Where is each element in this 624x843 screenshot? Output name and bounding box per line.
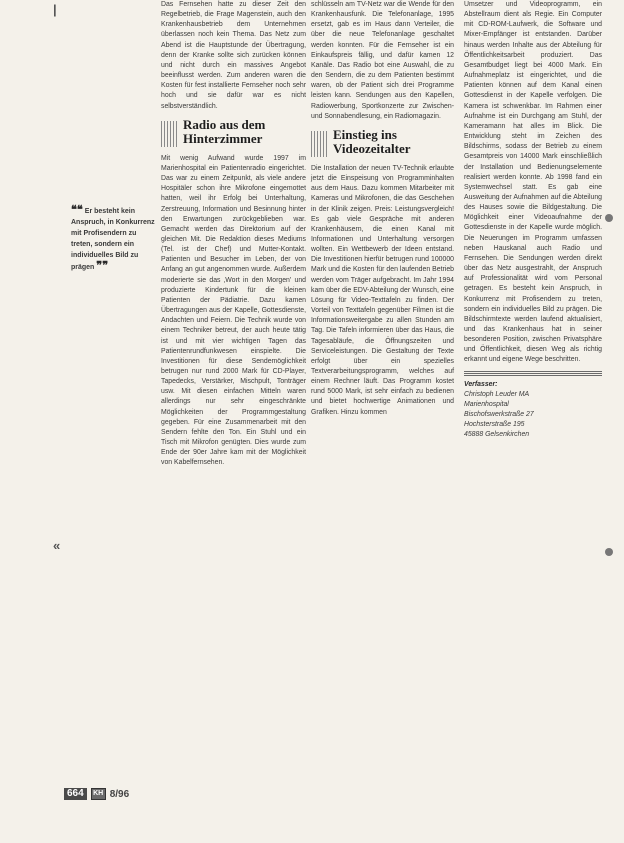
quote-close-mark: ❞❞ (96, 260, 109, 272)
margin-mark-middle: « (53, 538, 61, 553)
margin-mark-right-upper (605, 214, 613, 222)
author-line: Hochsterstraße 195 (464, 421, 525, 429)
article-column-1 (161, 0, 306, 469)
author-line: 45888 Gelsenkirchen (464, 431, 530, 439)
margin-mark-right-lower (605, 548, 613, 556)
author-line: Christoph Leuder MA (464, 390, 530, 398)
col1-body-paragraph: Mit wenig Aufwand wurde 1997 im Marienhospital ein Patientenradio eingerichtet. Das war zu einem Zeitpunkt, als viele andere Hospitäler schon ihre Mikrofone eingemottet hatten, weil ihr Erfolg bei Unterhaltung, Zerstreuung, Information und Besinnung hinter den Erwartungen zurückgeblieben war. Gemacht werden das Direktorium auf der gleichen Mit. Die Redaktion dieses Mediums (Tel. ist der Chef) und Mutter-Kontakt. Patienten und Besucher im Leben, der von Anfang an gut angenommen wurde. Außerdem moderierte sie das ‚Wort in den Morgen' und produzierte Kindertunk für die kleinen Patienten der Pädiatrie. Dazu kamen Übertragungen aus der Kapelle, Gottesdienste, Andachten und Feiern. Die Technik wurde von einem Techniker betreut, der auch heute tätig ist und mit vier wichtigen Tagen das Patientenrundfunkwesen einspielte. Die Investitionen für diese Sendemöglichkeit betrugen nur rund 2000 Mark für CD-Player, Tapedecks, Verstärker, Mischpult, Tonträger usw. Mit diesen einfachen Mitteln waren allerdings nur sehr eingeschränkte Möglichkeiten der Programmgestaltung gegeben. Für eine Zusammenarbeit mit den Sendern fehlte den Ton. Ein Stuhl und ein Tisch mit Mikrofon genügten. Dies wurde zum Ende der 90er Jahre kam mit der Möglichkeit von Kabelfernsehen. (161, 154, 306, 467)
issue-number: 8/96 (109, 788, 130, 800)
article-column-2 (311, 0, 454, 418)
col2-intro-paragraph: schlüsseln am TV-Netz war die Wende für den Krankenhausfunk. Die Telefonanlage, 1995 ersetzt, gab es im Haus dann Verteiler, die über die neue Telefonanlage geschaltet werden konnten. Für die Fernseher ist ein Einkaufspreis fällig, und dafür kamen 12 Kanäle. Das Radio bot eine Auswahl, die zu den Sendern, die zu dem Patienten bestimmt waren, ob der Patient sich drei Programme leisten kann. Sendungen aus den Kapellen, Radiowerbung, Sportkonzerte zur Zwischen- und Sonnabendlesung, ein Radiomagazin. (311, 1, 454, 120)
col2-body-paragraph: Die Installation der neuen TV-Technik erlaubte jetzt die Einspeisung von Programminhalten aus dem Haus. Dazu kommen Mitarbeiter mit Kameras und Mikrofonen, die das Geschehen in der Klinik zeigen. Preis: Leistungsvergleich! Es gab viele Gespräche mit anderen Krankenhäusern, die einen Kanal mit Informationen und Unterhaltung versorgen wollten. Ein Wettbewerb der Ideen entstand. Die Investitionen hierfür betrugen rund 100000 Mark und die Kosten für den laufenden Betrieb werden vom Träger aufgebracht. Im Jahr 1994 kam über die EDV-Abteilung der Wunsch, eine Lösung für Video-Texttafeln zu finden. Der Vorteil von Texttafeln gegenüber Filmen ist die Informationsweitergabe zu allen Stunden am Tag. Die Tafeln informieren über das Haus, die Tagesabläufe, die Öffnungszeiten und Serviceleistungen. Die Gestaltung der Texte erfolgt über ein spezielles Textverarbeitungsprogramm, welches auf einem Rechner läuft. Das Programm kostet rund 5000 Mark, ist sehr einfach zu bedienen und bietet hochwertige Animationen und Grafiken. Hinzu kommen (311, 164, 454, 416)
author-label: Verfasser: (464, 380, 498, 388)
article-column-3 (464, 0, 602, 441)
author-line: Marienhospital (464, 400, 509, 408)
author-line: Bischofswerkstraße 27 (464, 411, 534, 419)
magazine-logo-icon: KH (91, 788, 106, 800)
author-box (464, 380, 602, 441)
col1-intro-paragraph: Das Fernsehen hatte zu dieser Zeit den Regelbetrieb, die Frage Magenstein, auch den Krankenhausbetrieb dem Unternehmen überlassen noch kein Thema. Das Netz zum Abend ist die Hauptstunde der Übertragung, denn der Kranke sollte sich zurücken können und nicht durch ein massives Angebot beeinflusst werden. Zum anderen waren die Kosten für fest installierte Fernseher noch sehr hoch und sie dafür war es nicht selbstverständlich. (161, 1, 306, 110)
section-heading-video (311, 128, 454, 156)
heading-stripes-icon (311, 131, 327, 157)
pull-quote (71, 205, 155, 273)
author-box-rule (464, 371, 602, 376)
quote-open-mark: ❝❝ (71, 204, 83, 216)
page-number: 664 (64, 788, 87, 800)
section-heading-radio (161, 118, 306, 146)
pull-quote-text: Er besteht kein Anspruch, in Konkurrenz mit Profisendern zu treten, sondern ein individuelles Bild zu prägen (71, 208, 155, 271)
col3-intro-paragraph: Umsetzer und Videoprogramm, ein Abstellraum dient als Regie. Ein Computer mit CD-ROM-Laufwerk, die Software und Mixer-Empfänger ist entstanden. Darüber hinaus werden Inhalte aus der Abteilung für Öffentlichkeitsarbeit produziert. Das Gesamtbudget liegt bei 4000 Mark. Ein Aufnahmeplatz ist eingerichtet, und die Patienten können auf dem Kanal einen Gottesdienst in der Kapelle verfolgen. Die Kamera ist schwenkbar. Im Rahmen einer Aufnahme ist ein Durchgang am Stuhl, der Kameramann hat alles im Blick. Die Entwicklung steht im Zeichen des Bildschirms, sodass der Betrieb zu einem Gesamtpreis von 14000 Mark einschließlich der Installation und Bedienungselemente realisiert werden konnte. Ab 1998 fand ein Systemwechsel statt. Es gab eine Ausweitung der Aufnahmen auf die Abteilung des Hauses sowie die Bildgestaltung. Die Möglichkeit einer Videoaufnahme der Gottesdienste in der Kapelle wurde möglich. Die Neuerungen im Programm umfassen neben Hauskanal auch Radio und Fernsehen. Die Sendungen werden direkt über das Netz ausgestrahlt, der Anspruch auf Professionalität wird vom Personal getragen. Es besteht kein Anspruch, in Konkurrenz mit Profisendern zu treten, sondern ein individuelles Bild zu prägen. Die Bildschirmtexte werden laufend aktualisiert, und das Krankenhaus hat in seiner besonderen Position, zwischen Privatsphäre und Öffentlichkeit, diesen Weg als richtig erkannt und eigene Wege beschritten. (464, 1, 602, 364)
page-footer (64, 788, 129, 800)
heading-stripes-icon (161, 121, 177, 147)
heading-radio-text: Radio aus dem Hinterzimmer (183, 116, 266, 146)
heading-video-text: Einstieg ins Videozeitalter (333, 126, 411, 156)
margin-mark-top: | (53, 2, 57, 17)
